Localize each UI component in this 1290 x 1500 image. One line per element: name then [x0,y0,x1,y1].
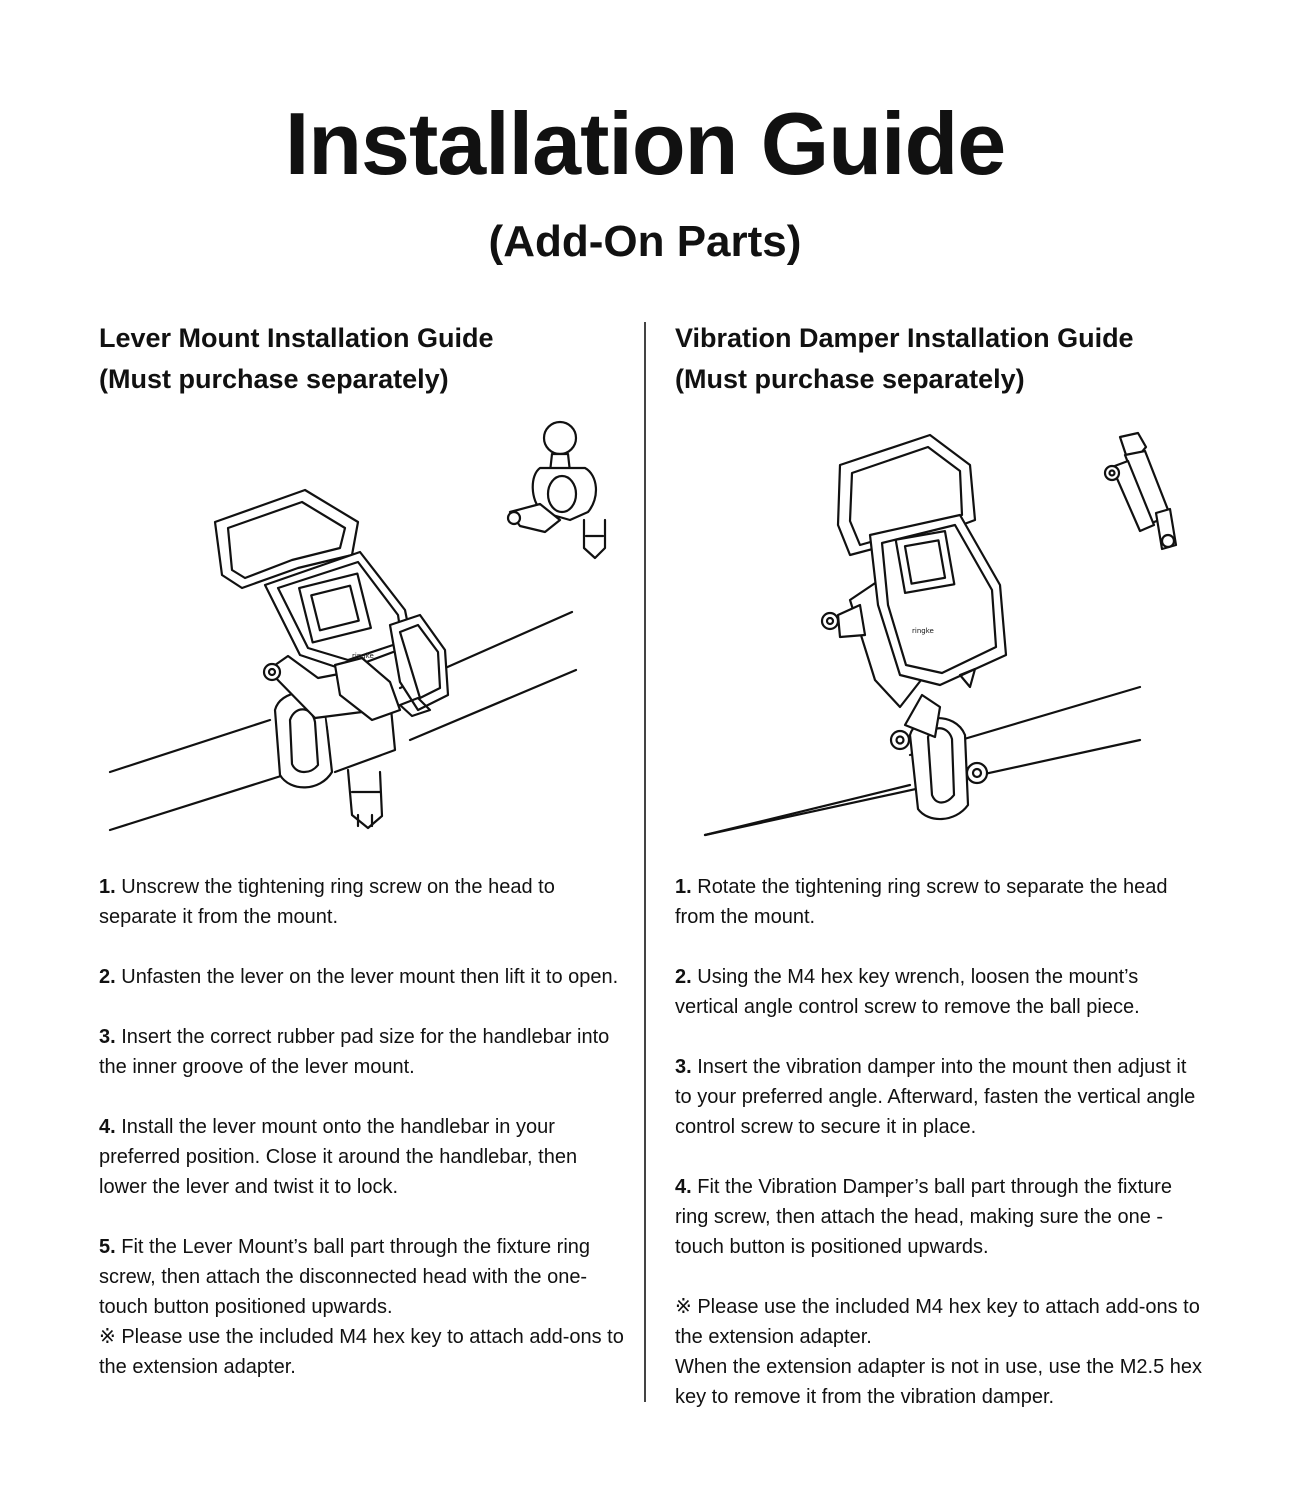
vibration-damper-steps [675,872,1205,1412]
step-item: 5. Fit the Lever Mount’s ball part through the fixture ring screw, then attach the disconnected head with the one-touch button positioned upwards. [99,1236,591,1318]
column-divider [644,322,646,1402]
step-item: 2. Using the M4 hex key wrench, loosen the mount’s vertical angle control screw to remove the ball piece. [675,966,1140,1018]
brand-logo-text: ringke [352,652,374,660]
hex-key-note: ※ Please use the included M4 hex key to attach add-ons to the extension adapter. [99,1326,624,1378]
vibration-damper-heading: Vibration Damper Installation Guide [675,323,1134,353]
page-title: Installation Guide [284,94,1006,193]
lever-mount-illustration [100,420,630,850]
hex-key-note: ※ Please use the included M4 hex key to attach add-ons to the extension adapter. [675,1296,1200,1348]
lever-mount-column [99,318,629,400]
step-item: 1. Unscrew the tightening ring screw on the head to separate it from the mount. [99,876,555,928]
step-item: 3. Insert the correct rubber pad size for the handlebar into the inner groove of the lever mount. [99,1026,610,1078]
step-item: 3. Insert the vibration damper into the mount then adjust it to your preferred angle. Afterward, fasten the vertical angle control screw to secure it in place. [675,1056,1196,1138]
brand-logo-text: ringke [912,627,934,635]
lever-mount-heading: Lever Mount Installation Guide [99,323,494,353]
step-item: 4. Fit the Vibration Damper’s ball part through the fixture ring screw, then attach the head, making sure the one - touch button is positioned upwards. [675,1176,1172,1258]
m25-hex-key-note: When the extension adapter is not in use, use the M2.5 hex key to remove it from the vibration damper. [675,1356,1202,1408]
lever-mount-steps [99,872,629,1382]
vibration-damper-illustration [700,425,1190,845]
step-item: 4. Install the lever mount onto the handlebar in your preferred position. Close it around the handlebar, then lower the lever and twist it to lock. [99,1116,578,1198]
lever-mount-subheading: (Must purchase separately) [99,364,449,394]
vibration-damper-subheading: (Must purchase separately) [675,364,1025,394]
page-subtitle: (Add-On Parts) [488,217,802,266]
step-item: 2. Unfasten the lever on the lever mount then lift it to open. [99,966,619,988]
step-item: 1. Rotate the tightening ring screw to separate the head from the mount. [675,876,1168,928]
vibration-damper-column [675,318,1205,400]
